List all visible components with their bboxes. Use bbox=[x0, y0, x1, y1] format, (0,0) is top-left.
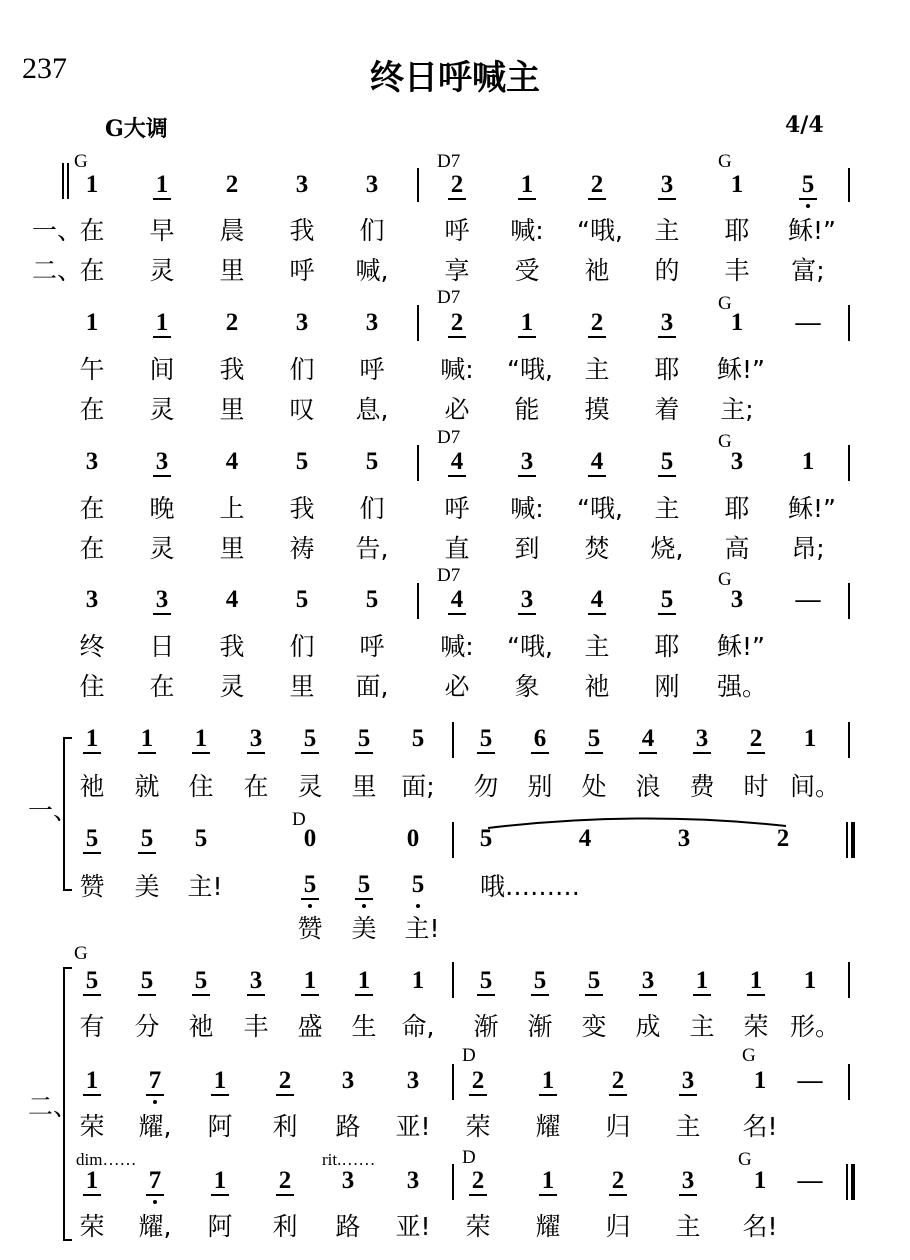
note: 1 bbox=[205, 1066, 235, 1096]
barline bbox=[452, 962, 454, 998]
lyric: 美 bbox=[134, 872, 160, 901]
chord-label: D7 bbox=[437, 151, 461, 172]
lyric: 住 bbox=[188, 772, 214, 801]
note: 3 bbox=[633, 966, 663, 996]
lyric: 息, bbox=[355, 395, 389, 424]
end-barline bbox=[846, 1164, 848, 1200]
note: 3 bbox=[341, 1067, 355, 1094]
lyric: 在 bbox=[79, 534, 105, 563]
lyric: 喊: bbox=[440, 355, 474, 384]
lyric: 祂 bbox=[584, 256, 610, 285]
lyric: 路 bbox=[335, 1212, 361, 1241]
lyric: 们 bbox=[289, 355, 315, 384]
lyric: 喊: bbox=[510, 216, 544, 245]
lyric: 主; bbox=[720, 395, 754, 424]
note: 4 bbox=[225, 448, 239, 475]
lyric: 别 bbox=[527, 772, 553, 801]
lyric: 灵 bbox=[149, 395, 175, 424]
note: 1 bbox=[512, 170, 542, 200]
lyric: 处 bbox=[581, 772, 607, 801]
note: 3 bbox=[365, 171, 379, 198]
note: 7 bbox=[140, 1066, 170, 1096]
lyric: 主! bbox=[187, 872, 223, 901]
lyric: 里 bbox=[351, 772, 377, 801]
note: 1 bbox=[132, 724, 162, 754]
lyric: 稣!” bbox=[788, 216, 836, 245]
note: 5 bbox=[349, 870, 379, 900]
note: 5 bbox=[411, 725, 425, 752]
lyric: 耶 bbox=[654, 355, 680, 384]
note: 5 bbox=[479, 825, 493, 852]
note: 2 bbox=[270, 1166, 300, 1196]
lyric: 终 bbox=[79, 632, 105, 661]
dim-marking: dim…… bbox=[76, 1150, 137, 1169]
lyric: 祷 bbox=[289, 534, 315, 563]
note: 5 bbox=[471, 724, 501, 754]
lyric: “哦, bbox=[577, 216, 623, 245]
note: 5 bbox=[295, 724, 325, 754]
barline bbox=[417, 583, 419, 619]
chorus-prefix: 二、 bbox=[28, 1092, 79, 1121]
lyric: 名! bbox=[742, 1212, 778, 1241]
note: 5 bbox=[579, 724, 609, 754]
lyric: 在 bbox=[79, 256, 105, 285]
note: 1 bbox=[803, 725, 817, 752]
lyric: 住 bbox=[79, 672, 105, 701]
lyric: 耶 bbox=[724, 216, 750, 245]
note: 2 bbox=[582, 308, 612, 338]
note: 5 bbox=[349, 724, 379, 754]
lyric: 晚 bbox=[149, 494, 175, 523]
lyric: 勿 bbox=[473, 772, 499, 801]
note: 5 bbox=[132, 966, 162, 996]
lyric: 在 bbox=[79, 216, 105, 245]
note: 1 bbox=[730, 309, 744, 336]
lyric: 稣!” bbox=[788, 494, 836, 523]
chord-label: G bbox=[738, 1149, 752, 1170]
note: 3 bbox=[241, 966, 271, 996]
chord-label: G bbox=[74, 151, 88, 172]
chord-label: D bbox=[292, 809, 306, 830]
lyric: 浪 bbox=[635, 772, 661, 801]
lyric: 主 bbox=[689, 1012, 715, 1041]
lyric: 灵 bbox=[297, 772, 323, 801]
note: — bbox=[797, 1167, 823, 1194]
lyric: “哦, bbox=[507, 355, 553, 384]
lyric: 主! bbox=[404, 914, 440, 943]
note: 1 bbox=[411, 967, 425, 994]
lyric: 耀 bbox=[535, 1112, 561, 1141]
chord-label: D bbox=[462, 1045, 476, 1066]
lyric: 呼 bbox=[444, 494, 470, 523]
lyric: 耶 bbox=[724, 494, 750, 523]
lyric: 荣 bbox=[465, 1112, 491, 1141]
note: 1 bbox=[85, 171, 99, 198]
note: 3 bbox=[673, 1066, 703, 1096]
lyric: 的 bbox=[654, 256, 680, 285]
lyric: 呼 bbox=[444, 216, 470, 245]
note: 1 bbox=[801, 448, 815, 475]
note: 5 bbox=[365, 586, 379, 613]
lyric: 利 bbox=[272, 1212, 298, 1241]
lyric: 喊: bbox=[510, 494, 544, 523]
note: 2 bbox=[225, 171, 239, 198]
lyric: 时 bbox=[743, 772, 769, 801]
lyric: 渐 bbox=[527, 1012, 553, 1041]
lyric: 日 bbox=[149, 632, 175, 661]
note: 4 bbox=[582, 447, 612, 477]
note: 1 bbox=[533, 1066, 563, 1096]
note: 1 bbox=[803, 967, 817, 994]
note: 1 bbox=[753, 1167, 767, 1194]
note: 2 bbox=[442, 170, 472, 200]
lyric: 灵 bbox=[149, 534, 175, 563]
lyric: 上 bbox=[219, 494, 245, 523]
note: 2 bbox=[270, 1066, 300, 1096]
lyric: 叹 bbox=[289, 395, 315, 424]
lyric: 主 bbox=[584, 632, 610, 661]
lyric: 必 bbox=[444, 395, 470, 424]
note: 1 bbox=[512, 308, 542, 338]
note: 3 bbox=[673, 1166, 703, 1196]
lyric: 里 bbox=[289, 672, 315, 701]
note: 1 bbox=[147, 170, 177, 200]
lyric: 归 bbox=[605, 1212, 631, 1241]
note: 7 bbox=[140, 1166, 170, 1196]
lyric: 渐 bbox=[473, 1012, 499, 1041]
note: 3 bbox=[730, 586, 744, 613]
lyric: 耶 bbox=[654, 632, 680, 661]
time-signature: 4/4 bbox=[785, 112, 824, 138]
barline bbox=[452, 722, 454, 758]
lyric: 直 bbox=[444, 534, 470, 563]
lyric: 祂 bbox=[584, 672, 610, 701]
lyric: 强。 bbox=[717, 672, 768, 701]
note: 2 bbox=[582, 170, 612, 200]
chord-label: D7 bbox=[437, 287, 461, 308]
lyric: 在 bbox=[79, 395, 105, 424]
barline bbox=[848, 583, 850, 619]
lyric: 名! bbox=[742, 1112, 778, 1141]
lyric: 荣 bbox=[79, 1112, 105, 1141]
note: 1 bbox=[741, 966, 771, 996]
verse-prefix: 二、 bbox=[32, 256, 83, 285]
lyric: 在 bbox=[243, 772, 269, 801]
barline bbox=[452, 1164, 454, 1200]
note: 4 bbox=[442, 447, 472, 477]
lyric: 主 bbox=[675, 1112, 701, 1141]
lyric: 能 bbox=[514, 395, 540, 424]
lyric: 耀, bbox=[138, 1212, 172, 1241]
lyric: 亚! bbox=[395, 1212, 431, 1241]
lyric: 荣 bbox=[465, 1212, 491, 1241]
note: 4 bbox=[225, 586, 239, 613]
lyric: 们 bbox=[289, 632, 315, 661]
note: 2 bbox=[776, 825, 790, 852]
lyric: 焚 bbox=[584, 534, 610, 563]
lyric: 哦……… bbox=[480, 872, 581, 901]
lyric: 享 bbox=[444, 256, 470, 285]
lyric: 有 bbox=[79, 1012, 105, 1041]
note: 5 bbox=[579, 966, 609, 996]
verse-prefix: 一、 bbox=[32, 216, 83, 245]
lyric: “哦, bbox=[577, 494, 623, 523]
lyric: 到 bbox=[514, 534, 540, 563]
lyric: 们 bbox=[359, 494, 385, 523]
note: 3 bbox=[341, 1167, 355, 1194]
lyric: 面, bbox=[355, 672, 389, 701]
lyric: 喊: bbox=[440, 632, 474, 661]
start-barline bbox=[67, 163, 69, 199]
note: 3 bbox=[365, 309, 379, 336]
lyric: 亚! bbox=[395, 1112, 431, 1141]
lyric: 着 bbox=[654, 395, 680, 424]
note: 1 bbox=[533, 1166, 563, 1196]
note: 1 bbox=[295, 966, 325, 996]
note: 3 bbox=[652, 308, 682, 338]
hymn-title: 终日呼喊主 bbox=[370, 58, 540, 98]
note: 3 bbox=[512, 585, 542, 615]
rit-marking: rit.…… bbox=[322, 1150, 376, 1169]
note: 3 bbox=[687, 724, 717, 754]
lyric: 里 bbox=[219, 256, 245, 285]
note: 1 bbox=[186, 724, 216, 754]
note: 5 bbox=[652, 585, 682, 615]
note: 5 bbox=[77, 966, 107, 996]
note: 5 bbox=[793, 170, 823, 200]
barline bbox=[417, 305, 419, 341]
chord-label: G bbox=[742, 1045, 756, 1066]
lyric: 分 bbox=[134, 1012, 160, 1041]
note: 5 bbox=[403, 870, 433, 900]
chord-label: G bbox=[718, 151, 732, 172]
lyric: 面; bbox=[401, 772, 435, 801]
note: 5 bbox=[525, 966, 555, 996]
lyric: 赞 bbox=[79, 872, 105, 901]
note: 1 bbox=[753, 1067, 767, 1094]
chord-label: G bbox=[718, 569, 732, 590]
note: 3 bbox=[241, 724, 271, 754]
note: 5 bbox=[132, 824, 162, 854]
lyric: 高 bbox=[724, 534, 750, 563]
note: 1 bbox=[77, 1066, 107, 1096]
lyric: 我 bbox=[219, 632, 245, 661]
lyric: 路 bbox=[335, 1112, 361, 1141]
lyric: 主 bbox=[654, 216, 680, 245]
lyric: 荣 bbox=[743, 1012, 769, 1041]
note: 5 bbox=[295, 448, 309, 475]
note: 5 bbox=[77, 824, 107, 854]
lyric: 我 bbox=[289, 216, 315, 245]
note: 5 bbox=[186, 966, 216, 996]
note: 3 bbox=[147, 447, 177, 477]
note: 1 bbox=[85, 309, 99, 336]
start-barline bbox=[62, 163, 64, 199]
lyric: “哦, bbox=[507, 632, 553, 661]
lyric: 呼 bbox=[359, 355, 385, 384]
lyric: 成 bbox=[635, 1012, 661, 1041]
chord-label: G bbox=[718, 293, 732, 314]
note: 1 bbox=[77, 724, 107, 754]
barline bbox=[417, 168, 419, 202]
note: 3 bbox=[85, 586, 99, 613]
note: 1 bbox=[349, 966, 379, 996]
barline bbox=[452, 822, 454, 858]
lyric: 必 bbox=[444, 672, 470, 701]
lyric: 早 bbox=[149, 216, 175, 245]
note: 1 bbox=[205, 1166, 235, 1196]
lyric: 稣!” bbox=[717, 632, 765, 661]
note: 3 bbox=[295, 309, 309, 336]
note: 0 bbox=[303, 825, 317, 852]
note: 1 bbox=[730, 171, 744, 198]
note: 2 bbox=[463, 1066, 493, 1096]
note: 2 bbox=[603, 1066, 633, 1096]
note: 2 bbox=[225, 309, 239, 336]
lyric: 赞 bbox=[297, 914, 323, 943]
note: 3 bbox=[652, 170, 682, 200]
chorus-prefix: 一、 bbox=[28, 796, 79, 825]
lyric: 里 bbox=[219, 534, 245, 563]
lyric: 在 bbox=[79, 494, 105, 523]
lyric: 耀, bbox=[138, 1112, 172, 1141]
note: 5 bbox=[365, 448, 379, 475]
note: 2 bbox=[603, 1166, 633, 1196]
barline bbox=[452, 1064, 454, 1100]
lyric: 阿 bbox=[207, 1112, 233, 1141]
lyric: 主 bbox=[584, 355, 610, 384]
note: 5 bbox=[295, 870, 325, 900]
lyric: 耀 bbox=[535, 1212, 561, 1241]
lyric: 间 bbox=[149, 355, 175, 384]
lyric: 归 bbox=[605, 1112, 631, 1141]
barline bbox=[417, 445, 419, 481]
lyric: 们 bbox=[359, 216, 385, 245]
lyric: 形。 bbox=[790, 1012, 841, 1041]
note: 4 bbox=[582, 585, 612, 615]
lyric: 稣!” bbox=[717, 355, 765, 384]
lyric: 象 bbox=[514, 672, 540, 701]
note: 4 bbox=[442, 585, 472, 615]
lyric: 受 bbox=[514, 256, 540, 285]
lyric: 烧, bbox=[650, 534, 684, 563]
lyric: 祂 bbox=[188, 1012, 214, 1041]
lyric: 昂; bbox=[791, 534, 825, 563]
note: 6 bbox=[525, 724, 555, 754]
lyric: 祂 bbox=[79, 772, 105, 801]
key-signature: G大调 bbox=[105, 116, 168, 142]
lyric: 摸 bbox=[584, 395, 610, 424]
lyric: 美 bbox=[351, 914, 377, 943]
lyric: 刚 bbox=[654, 672, 680, 701]
lyric: 午 bbox=[79, 355, 105, 384]
lyric: 富; bbox=[791, 256, 825, 285]
end-barline bbox=[851, 1164, 855, 1200]
slur bbox=[480, 812, 800, 836]
note: 3 bbox=[147, 585, 177, 615]
lyric: 喊, bbox=[355, 256, 389, 285]
chord-label: D bbox=[462, 1147, 476, 1168]
lyric: 阿 bbox=[207, 1212, 233, 1241]
lyric: 呼 bbox=[289, 256, 315, 285]
chord-label: D7 bbox=[437, 427, 461, 448]
lyric: 灵 bbox=[149, 256, 175, 285]
barline bbox=[848, 962, 850, 998]
note: 3 bbox=[85, 448, 99, 475]
note: 4 bbox=[633, 724, 663, 754]
barline bbox=[848, 1064, 850, 1100]
barline bbox=[848, 722, 850, 758]
lyric: 盛 bbox=[297, 1012, 323, 1041]
lyric: 告, bbox=[355, 534, 389, 563]
end-barline bbox=[846, 822, 848, 858]
note: — bbox=[795, 309, 821, 336]
note: 3 bbox=[295, 171, 309, 198]
end-barline bbox=[851, 822, 855, 858]
lyric: 丰 bbox=[243, 1012, 269, 1041]
lyric: 荣 bbox=[79, 1212, 105, 1241]
lyric: 晨 bbox=[219, 216, 245, 245]
lyric: 丰 bbox=[724, 256, 750, 285]
lyric: 我 bbox=[219, 355, 245, 384]
note: 3 bbox=[512, 447, 542, 477]
chord-label: G bbox=[718, 431, 732, 452]
note: 1 bbox=[147, 308, 177, 338]
barline bbox=[848, 305, 850, 341]
lyric: 呼 bbox=[359, 632, 385, 661]
note: 5 bbox=[295, 586, 309, 613]
note: 3 bbox=[406, 1167, 420, 1194]
lyric: 利 bbox=[272, 1112, 298, 1141]
hymn-number: 237 bbox=[22, 52, 67, 85]
lyric: 在 bbox=[149, 672, 175, 701]
lyric: 费 bbox=[689, 772, 715, 801]
note: — bbox=[797, 1067, 823, 1094]
note: 2 bbox=[741, 724, 771, 754]
lyric: 灵 bbox=[219, 672, 245, 701]
note: — bbox=[795, 586, 821, 613]
note: 5 bbox=[471, 966, 501, 996]
barline bbox=[848, 445, 850, 481]
lyric: 间。 bbox=[790, 772, 841, 801]
chord-label: D7 bbox=[437, 565, 461, 586]
note: 0 bbox=[406, 825, 420, 852]
note: 5 bbox=[652, 447, 682, 477]
lyric: 生 bbox=[351, 1012, 377, 1041]
lyric: 主 bbox=[654, 494, 680, 523]
note: 2 bbox=[442, 308, 472, 338]
chord-label: G bbox=[74, 943, 88, 964]
lyric: 主 bbox=[675, 1212, 701, 1241]
note: 2 bbox=[463, 1166, 493, 1196]
barline bbox=[848, 168, 850, 202]
lyric: 我 bbox=[289, 494, 315, 523]
note: 4 bbox=[578, 825, 592, 852]
note: 1 bbox=[687, 966, 717, 996]
note: 3 bbox=[677, 825, 691, 852]
note: 5 bbox=[194, 825, 208, 852]
lyric: 变 bbox=[581, 1012, 607, 1041]
lyric: 命, bbox=[401, 1012, 435, 1041]
lyric: 里 bbox=[219, 395, 245, 424]
note: 3 bbox=[730, 448, 744, 475]
note: 3 bbox=[406, 1067, 420, 1094]
note: 1 bbox=[77, 1166, 107, 1196]
lyric: 就 bbox=[134, 772, 160, 801]
